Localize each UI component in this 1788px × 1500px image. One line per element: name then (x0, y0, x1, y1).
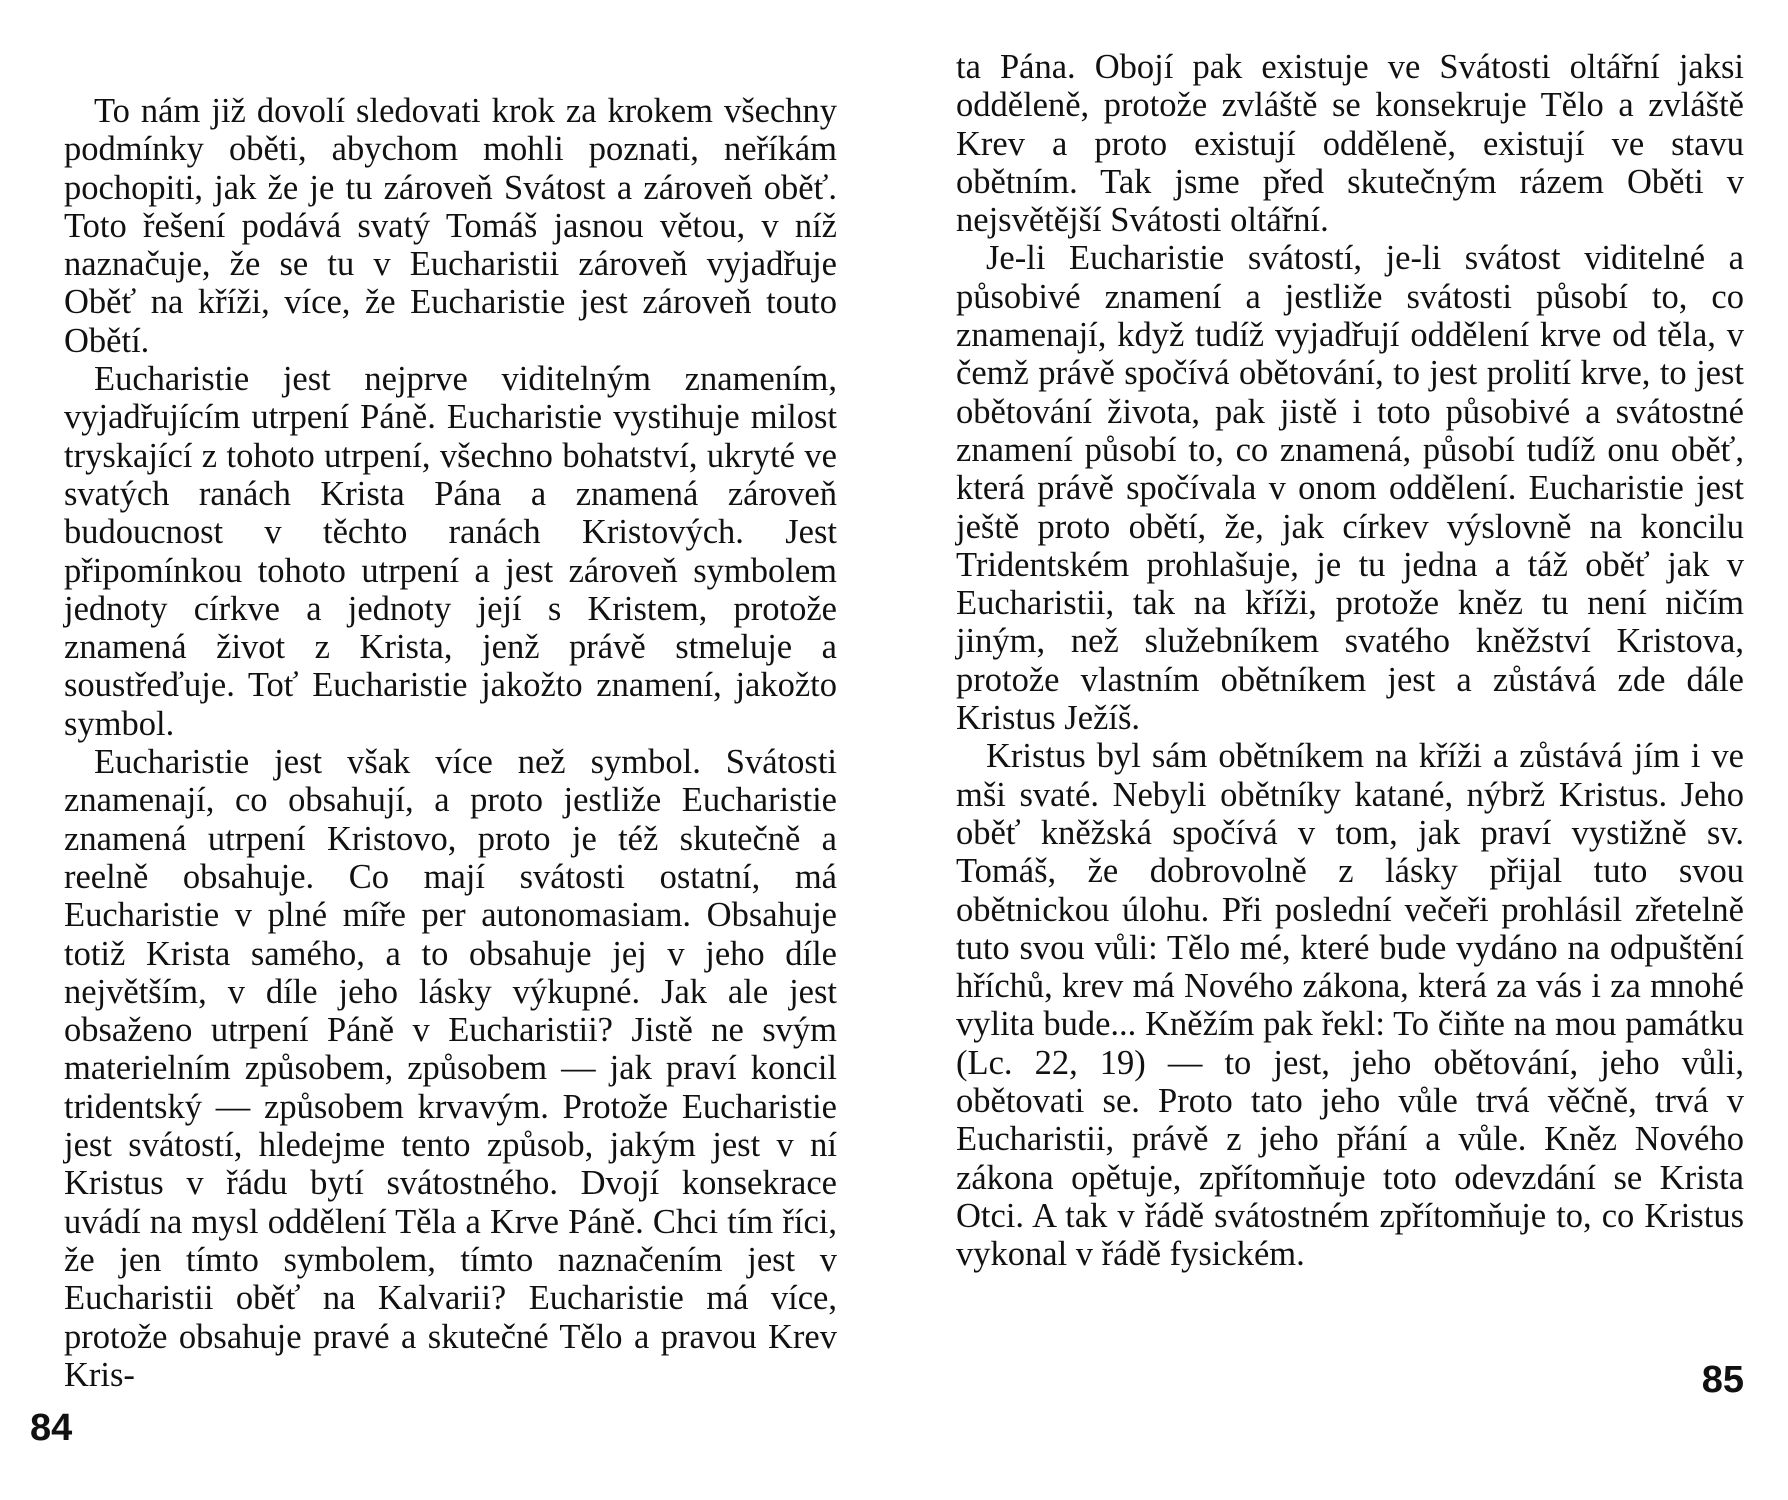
paragraph: To nám již dovolí sledovati krok za krokem všechny podmínky oběti, abychom mohli poznati, neříkám pochopiti, jak že je tu zároveň Svátost a zároveň oběť. Toto řešení podává svatý Tomáš jasnou větou, v níž naznačuje, že se tu v Eucharistii zároveň vyjadřuje Oběť na kříži, více, že Eucharistie jest zároveň touto Obětí. (64, 92, 837, 360)
paragraph: Je-li Eucharistie svátostí, je-li svátost viditelné a působivé znamení a jestliže svátosti působí to, co znamenají, když tudíž vyjadřují oddělení krve od těla, v čemž právě spočívá obětování, to jest prolití krve, to jest obětování života, pak jistě i toto působivé a svátostné znamení působí to, co znamená, působí tudíž onu oběť, která právě spočívala v onom oddělení. Eucharistie jest ještě proto obětí, že, jak církev výslovně na koncilu Tridentském prohlašuje, je tu jedna a táž oběť jak v Eucharistii, tak na kříži, protože kněz tu není ničím jiným, než služebníkem svatého kněžství Kristova, protože vlastním obětníkem jest a zůstává zde dále Kristus Ježíš. (956, 239, 1744, 738)
right-page (894, 0, 1788, 1500)
right-page-text-column (956, 48, 1744, 1274)
left-page-text-column (64, 92, 837, 1394)
paragraph: Eucharistie jest nejprve viditelným znamením, vyjadřujícím utrpení Páně. Eucharistie vystihuje milost tryskající z tohoto utrpení, všechno bohatství, ukryté ve svatých ranách Krista Pána a znamená zároveň budoucnost v těchto ranách Kristových. Jest připomínkou tohoto utrpení a jest zároveň symbolem jednoty církve a jednoty její s Kristem, protože znamená život z Krista, jenž právě stmeluje a soustřeďuje. Toť Eucharistie jakožto znamení, jakožto symbol. (64, 360, 837, 743)
paragraph-continuation: ta Pána. Obojí pak existuje ve Svátosti oltářní jaksi odděleně, protože zvláště se konsekruje Tělo a zvláště Krev a proto existují odděleně, existují ve stavu obětním. Tak jsme před skutečným rázem Oběti v nejsvětější Svátosti oltářní. (956, 48, 1744, 240)
paragraph: Kristus byl sám obětníkem na kříži a zůstává jím i ve mši svaté. Nebyli obětníky katané, nýbrž Kristus. Jeho oběť kněžská spočívá v tom, jak praví vystižně sv. Tomáš, že dobrovolně z lásky přijal tuto svou obětnickou úlohu. Při poslední večeři prohlásil zřetelně tuto svou vůli: Tělo mé, které bude vydáno na odpuštění hříchů, krev má Nového zákona, která za vás i za mnohé vylita bude... Kněžím pak řekl: To čiňte na mou památku (Lc. 22, 19) — to jest, jeho obětování, jeho vůli, obětovati se. Proto tato jeho vůle trvá věčně, trvá v Eucharistii, právě z jeho přání a vůle. Kněz Nového zákona opětuje, zpřítomňuje toto odevzdání se Krista Otci. A tak v řádě svátostném zpřítomňuje to, co Kristus vykonal v řádě fysickém. (956, 737, 1744, 1274)
page-number: 84 (30, 1407, 73, 1449)
page-number: 85 (1701, 1359, 1744, 1401)
paragraph: Eucharistie jest však více než symbol. Svátosti znamenají, co obsahují, a proto jestliže Eucharistie znamená utrpení Kristovo, proto je též skutečně a reelně obsahuje. Co mají svátosti ostatní, má Eucharistie v plné míře per autonomasiam. Obsahuje totiž Krista samého, a to obsahuje jej v jeho díle největším, v díle jeho lásky výkupné. Jak ale jest obsaženo utrpení Páně v Eucharistii? Jistě ne svým materielním způsobem, způsobem — jak praví koncil tridentský — způsobem krvavým. Protože Eucharistie jest svátostí, hledejme tento způsob, jakým jest v ní Kristus v řádu bytí svátostného. Dvojí konsekrace uvádí na mysl oddělení Těla a Krve Páně. Chci tím říci, že jen tímto symbolem, tímto naznačením jest v Eucharistii oběť na Kalvarii? Eucharistie má více, protože obsahuje pravé a skutečné Tělo a pravou Krev Kris- (64, 743, 837, 1394)
